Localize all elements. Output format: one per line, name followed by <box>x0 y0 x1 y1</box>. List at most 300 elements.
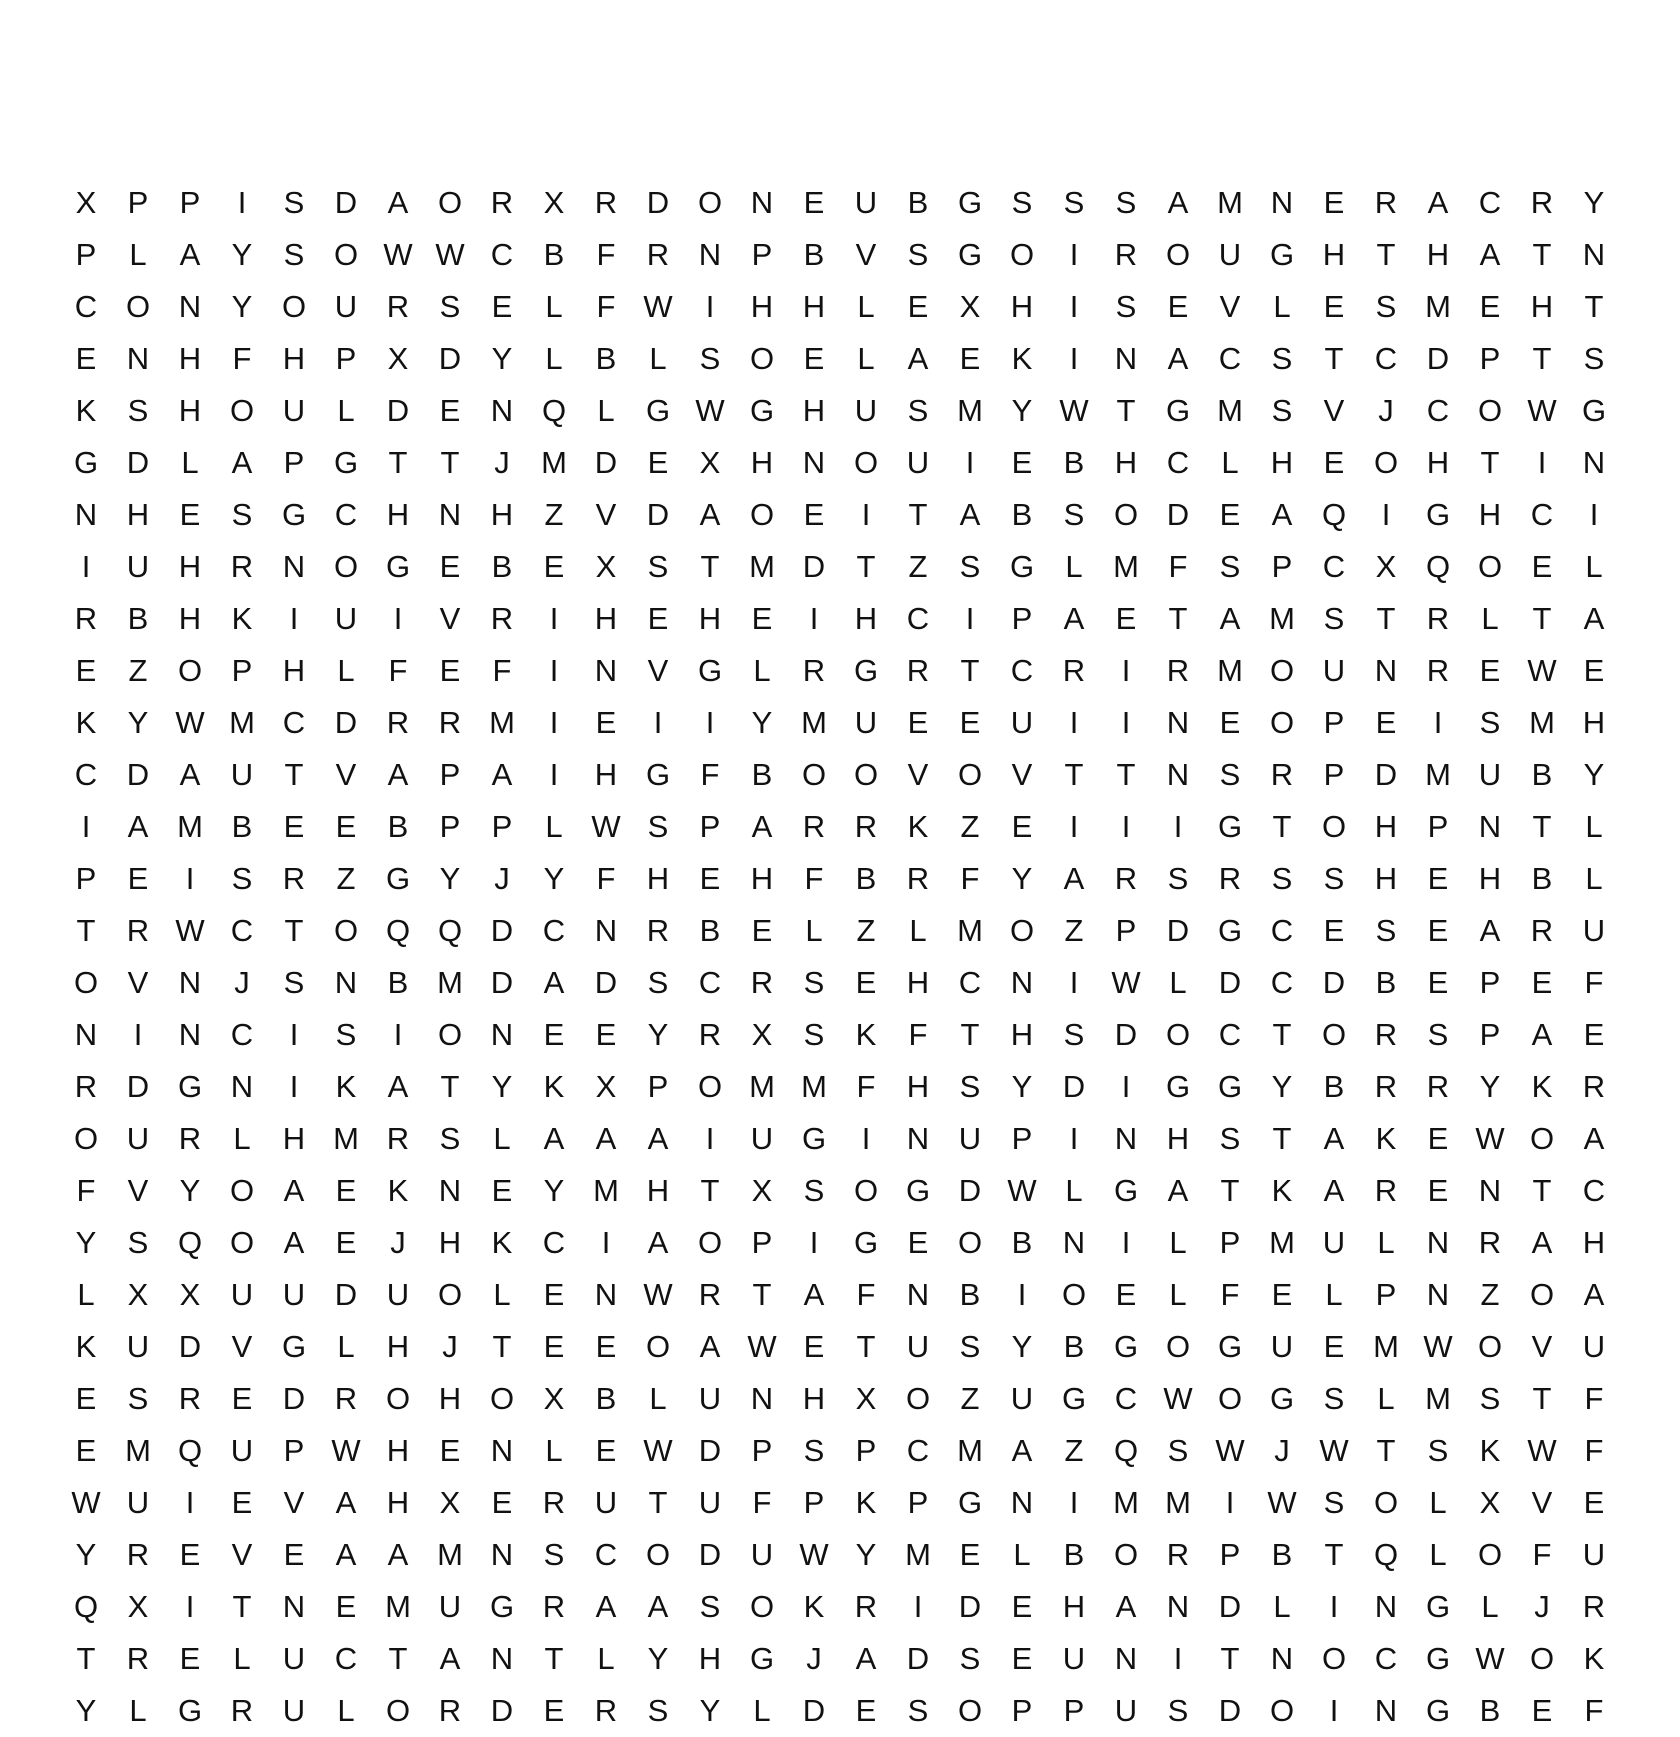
grid-letter: T <box>1480 445 1500 480</box>
grid-letter: I <box>1433 705 1443 740</box>
grid-letter: V <box>1531 1329 1553 1364</box>
grid-letter: S <box>1323 601 1345 636</box>
grid-letter: N <box>1426 1277 1450 1312</box>
grid-letter: O <box>1321 809 1347 844</box>
grid-letter: O <box>749 497 775 532</box>
grid-letter: K <box>75 705 97 740</box>
grid-row <box>60 593 1620 645</box>
grid-letter: A <box>1271 497 1293 532</box>
grid-letter: I <box>393 601 403 636</box>
grid-letter: V <box>231 1329 253 1364</box>
grid-letter: P <box>75 861 97 896</box>
grid-letter: B <box>127 601 149 636</box>
grid-letter: R <box>1530 185 1554 220</box>
grid-letter: I <box>1589 497 1599 532</box>
grid-letter: I <box>705 289 715 324</box>
grid-letter: O <box>437 1277 463 1312</box>
grid-row <box>60 1269 1620 1321</box>
grid-letter: K <box>387 1173 409 1208</box>
grid-letter: E <box>179 1641 201 1676</box>
grid-letter: S <box>959 1329 981 1364</box>
grid-letter: N <box>802 445 826 480</box>
grid-letter: R <box>698 1277 722 1312</box>
grid-letter: D <box>646 497 670 532</box>
grid-letter: B <box>387 965 409 1000</box>
grid-letter: U <box>1114 1693 1138 1728</box>
grid-letter: H <box>1322 237 1346 272</box>
grid-letter: O <box>1165 237 1191 272</box>
grid-letter: C <box>698 965 722 1000</box>
grid-letter: H <box>490 497 514 532</box>
grid-row <box>60 1321 1620 1373</box>
grid-letter: I <box>1329 1693 1339 1728</box>
grid-letter: P <box>907 1485 929 1520</box>
grid-letter: I <box>237 185 247 220</box>
grid-letter: W <box>643 289 673 324</box>
grid-letter: G <box>1581 393 1607 428</box>
grid-letter: E <box>1323 913 1345 948</box>
grid-letter: O <box>437 185 463 220</box>
grid-letter: W <box>591 809 621 844</box>
grid-letter: D <box>698 1433 722 1468</box>
grid-letter: Y <box>179 1173 201 1208</box>
grid-letter: L <box>1169 965 1187 1000</box>
grid-letter: O <box>177 653 203 688</box>
grid-letter: E <box>959 341 981 376</box>
grid-letter: E <box>75 341 97 376</box>
grid-letter: U <box>1218 237 1242 272</box>
grid-letter: P <box>1011 1121 1033 1156</box>
grid-letter: E <box>543 1329 565 1364</box>
grid-letter: A <box>595 1589 617 1624</box>
grid-letter: G <box>645 757 671 792</box>
grid-row <box>60 281 1620 333</box>
grid-letter: U <box>1582 1329 1606 1364</box>
grid-letter: C <box>1530 497 1554 532</box>
grid-letter: R <box>542 1589 566 1624</box>
grid-letter: S <box>699 341 721 376</box>
grid-letter: D <box>334 705 358 740</box>
grid-letter: E <box>1323 445 1345 480</box>
grid-letter: G <box>489 1589 515 1624</box>
grid-letter: H <box>178 393 202 428</box>
grid-letter: D <box>1218 965 1242 1000</box>
grid-letter: X <box>595 549 617 584</box>
grid-letter: M <box>801 705 827 740</box>
grid-letter: C <box>1426 393 1450 428</box>
grid-letter: T <box>1532 1381 1552 1416</box>
grid-letter: V <box>1531 1485 1553 1520</box>
grid-letter: H <box>386 1485 410 1520</box>
grid-row <box>60 801 1620 853</box>
grid-letter: E <box>543 1277 565 1312</box>
grid-letter: M <box>437 1537 463 1572</box>
grid-letter: E <box>647 601 669 636</box>
grid-letter: T <box>1376 237 1396 272</box>
grid-letter: C <box>74 757 98 792</box>
grid-letter: P <box>855 1433 877 1468</box>
grid-letter: L <box>1585 549 1603 584</box>
grid-letter: N <box>906 1277 930 1312</box>
grid-letter: S <box>1323 1485 1345 1520</box>
grid-row <box>60 1425 1620 1477</box>
grid-letter: L <box>233 1121 251 1156</box>
grid-letter: L <box>1377 1381 1395 1416</box>
grid-letter: L <box>1065 1173 1083 1208</box>
grid-letter: A <box>647 1589 669 1624</box>
grid-letter: G <box>1217 913 1243 948</box>
grid-letter: G <box>801 1121 827 1156</box>
grid-letter: B <box>231 809 253 844</box>
grid-letter: N <box>1114 1121 1138 1156</box>
grid-letter: H <box>1530 289 1554 324</box>
grid-row <box>60 489 1620 541</box>
grid-letter: H <box>178 549 202 584</box>
grid-letter: S <box>1115 289 1137 324</box>
grid-letter: R <box>802 653 826 688</box>
grid-letter: I <box>1173 1641 1183 1676</box>
grid-letter: S <box>127 1381 149 1416</box>
grid-letter: S <box>231 497 253 532</box>
grid-letter: I <box>185 1589 195 1624</box>
grid-letter: D <box>1426 341 1450 376</box>
grid-letter: O <box>437 1017 463 1052</box>
grid-letter: S <box>803 1173 825 1208</box>
grid-letter: A <box>1427 185 1449 220</box>
grid-letter: O <box>853 757 879 792</box>
grid-letter: I <box>549 653 559 688</box>
grid-letter: K <box>907 809 929 844</box>
grid-letter: M <box>957 393 983 428</box>
grid-letter: A <box>1063 861 1085 896</box>
grid-letter: R <box>74 601 98 636</box>
grid-letter: F <box>1532 1537 1552 1572</box>
grid-letter: I <box>1069 965 1079 1000</box>
grid-letter: M <box>1217 185 1243 220</box>
grid-letter: E <box>491 289 513 324</box>
grid-letter: O <box>125 289 151 324</box>
grid-letter: K <box>1479 1433 1501 1468</box>
grid-letter: Y <box>1583 757 1605 792</box>
grid-letter: R <box>126 1537 150 1572</box>
grid-letter: D <box>126 757 150 792</box>
grid-letter: C <box>1010 653 1034 688</box>
grid-letter: F <box>76 1173 96 1208</box>
grid-letter: F <box>492 653 512 688</box>
grid-letter: X <box>699 445 721 480</box>
grid-letter: U <box>282 1277 306 1312</box>
grid-letter: L <box>493 1121 511 1156</box>
grid-letter: L <box>753 653 771 688</box>
grid-letter: N <box>750 1381 774 1416</box>
grid-letter: R <box>1478 1225 1502 1260</box>
grid-letter: X <box>179 1277 201 1312</box>
grid-letter: H <box>1010 1017 1034 1052</box>
grid-letter: T <box>1116 393 1136 428</box>
grid-letter: S <box>1167 861 1189 896</box>
grid-letter: A <box>1583 1277 1605 1312</box>
grid-letter: H <box>282 341 306 376</box>
grid-letter: D <box>802 549 826 584</box>
grid-letter: B <box>1479 1693 1501 1728</box>
grid-letter: Y <box>75 1693 97 1728</box>
grid-letter: H <box>1062 1589 1086 1624</box>
grid-row <box>60 1529 1620 1581</box>
grid-letter: O <box>1529 1277 1555 1312</box>
grid-letter: F <box>700 757 720 792</box>
grid-letter: J <box>494 861 510 896</box>
grid-letter: A <box>1583 1121 1605 1156</box>
grid-letter: L <box>909 913 927 948</box>
grid-letter: S <box>1271 861 1293 896</box>
grid-letter: H <box>1426 237 1450 272</box>
grid-letter: M <box>1529 705 1555 740</box>
grid-letter: M <box>385 1589 411 1624</box>
grid-letter: U <box>854 705 878 740</box>
grid-letter: F <box>1584 1433 1604 1468</box>
grid-letter: T <box>544 1641 564 1676</box>
grid-letter: Q <box>1373 1537 1399 1572</box>
grid-letter: M <box>489 705 515 740</box>
grid-letter: Y <box>75 1537 97 1572</box>
grid-letter: O <box>1529 1121 1555 1156</box>
grid-letter: M <box>1217 653 1243 688</box>
grid-letter: H <box>906 1069 930 1104</box>
grid-letter: M <box>1373 1329 1399 1364</box>
grid-letter: I <box>809 1225 819 1260</box>
grid-letter: S <box>335 1017 357 1052</box>
grid-letter: G <box>1009 549 1035 584</box>
grid-letter: N <box>178 289 202 324</box>
grid-letter: S <box>699 1589 721 1624</box>
grid-letter: D <box>958 1589 982 1624</box>
grid-letter: S <box>439 289 461 324</box>
grid-letter: Y <box>1011 861 1033 896</box>
grid-letter: G <box>1269 237 1295 272</box>
grid-letter: W <box>71 1485 101 1520</box>
grid-letter: S <box>439 1121 461 1156</box>
grid-letter: O <box>749 1589 775 1624</box>
grid-letter: P <box>283 445 305 480</box>
grid-letter: I <box>1069 705 1079 740</box>
grid-letter: G <box>1269 1381 1295 1416</box>
grid-letter: R <box>698 1017 722 1052</box>
grid-letter: E <box>1427 1173 1449 1208</box>
grid-letter: B <box>595 1381 617 1416</box>
grid-letter: K <box>75 1329 97 1364</box>
grid-letter: P <box>283 1433 305 1468</box>
grid-letter: R <box>1270 757 1294 792</box>
grid-letter: A <box>855 1641 877 1676</box>
grid-letter: I <box>549 601 559 636</box>
grid-letter: F <box>856 1069 876 1104</box>
grid-letter: E <box>1323 1329 1345 1364</box>
grid-letter: W <box>1475 1121 1505 1156</box>
grid-letter: E <box>1323 289 1345 324</box>
grid-letter: C <box>490 237 514 272</box>
grid-letter: C <box>1374 341 1398 376</box>
grid-letter: R <box>1374 1017 1398 1052</box>
grid-letter: C <box>1322 549 1346 584</box>
grid-letter: I <box>1069 289 1079 324</box>
grid-letter: S <box>1323 1381 1345 1416</box>
grid-letter: D <box>438 341 462 376</box>
grid-letter: E <box>439 653 461 688</box>
grid-letter: R <box>1530 913 1554 948</box>
grid-letter: U <box>282 1641 306 1676</box>
grid-letter: L <box>1377 1225 1395 1260</box>
grid-letter: R <box>178 1121 202 1156</box>
grid-letter: D <box>334 185 358 220</box>
grid-letter: B <box>491 549 513 584</box>
grid-letter: C <box>282 705 306 740</box>
grid-letter: C <box>594 1537 618 1572</box>
grid-letter: Q <box>541 393 567 428</box>
grid-letter: I <box>1225 1485 1235 1520</box>
grid-letter: C <box>230 913 254 948</box>
grid-letter: H <box>1426 445 1450 480</box>
grid-letter: I <box>393 1017 403 1052</box>
grid-letter: E <box>959 705 981 740</box>
grid-letter: N <box>74 497 98 532</box>
grid-letter: E <box>855 1693 877 1728</box>
grid-letter: D <box>1218 1589 1242 1624</box>
grid-letter: N <box>1374 1589 1398 1624</box>
grid-letter: T <box>1376 601 1396 636</box>
grid-letter: D <box>178 1329 202 1364</box>
grid-row <box>60 229 1620 281</box>
grid-letter: G <box>281 497 307 532</box>
grid-letter: R <box>282 861 306 896</box>
grid-letter: S <box>1271 341 1293 376</box>
grid-letter: T <box>856 1329 876 1364</box>
grid-letter: S <box>907 393 929 428</box>
grid-letter: B <box>699 913 721 948</box>
grid-letter: X <box>127 1589 149 1624</box>
grid-letter: E <box>439 393 461 428</box>
grid-letter: T <box>1272 1017 1292 1052</box>
grid-letter: O <box>73 965 99 1000</box>
grid-letter: V <box>231 1537 253 1572</box>
grid-letter: K <box>543 1069 565 1104</box>
grid-letter: C <box>958 965 982 1000</box>
grid-letter: E <box>543 549 565 584</box>
grid-letter: I <box>601 1225 611 1260</box>
grid-letter: T <box>752 1277 772 1312</box>
grid-letter: A <box>1531 1017 1553 1052</box>
grid-letter: P <box>1427 809 1449 844</box>
grid-letter: T <box>1272 809 1292 844</box>
grid-letter: O <box>1061 1277 1087 1312</box>
grid-letter: M <box>541 445 567 480</box>
grid-letter: L <box>233 1641 251 1676</box>
grid-letter: E <box>751 601 773 636</box>
grid-row <box>60 905 1620 957</box>
grid-letter: B <box>959 1277 981 1312</box>
grid-letter: R <box>230 1693 254 1728</box>
grid-letter: E <box>595 1017 617 1052</box>
grid-letter: H <box>750 289 774 324</box>
grid-letter: U <box>1582 913 1606 948</box>
grid-row <box>60 1165 1620 1217</box>
grid-letter: M <box>957 1433 983 1468</box>
grid-letter: D <box>1166 913 1190 948</box>
grid-letter: H <box>386 497 410 532</box>
grid-letter: K <box>803 1589 825 1624</box>
grid-letter: A <box>1323 1173 1345 1208</box>
grid-letter: M <box>905 1537 931 1572</box>
grid-letter: A <box>439 1641 461 1676</box>
grid-letter: Y <box>1479 1069 1501 1104</box>
grid-letter: N <box>282 1589 306 1624</box>
grid-letter: E <box>439 549 461 584</box>
grid-letter: E <box>1011 1589 1033 1624</box>
grid-letter: K <box>335 1069 357 1104</box>
grid-letter: X <box>1479 1485 1501 1520</box>
grid-letter: D <box>282 1381 306 1416</box>
grid-letter: D <box>490 965 514 1000</box>
grid-letter: A <box>335 1537 357 1572</box>
grid-letter: I <box>809 601 819 636</box>
grid-letter: U <box>334 601 358 636</box>
grid-letter: H <box>1478 861 1502 896</box>
grid-letter: N <box>1270 185 1294 220</box>
grid-letter: H <box>438 1225 462 1260</box>
grid-letter: N <box>1374 1693 1398 1728</box>
grid-letter: X <box>127 1277 149 1312</box>
grid-letter: K <box>1375 1121 1397 1156</box>
grid-letter: G <box>905 1173 931 1208</box>
grid-letter: E <box>1583 1485 1605 1520</box>
grid-letter: I <box>1537 445 1547 480</box>
grid-letter: E <box>1479 289 1501 324</box>
grid-letter: U <box>698 1485 722 1520</box>
grid-letter: I <box>1069 341 1079 376</box>
grid-letter: P <box>1011 1693 1033 1728</box>
grid-letter: R <box>1426 653 1450 688</box>
grid-letter: J <box>806 1641 822 1676</box>
grid-letter: G <box>177 1693 203 1728</box>
grid-letter: R <box>1426 601 1450 636</box>
grid-letter: L <box>337 1693 355 1728</box>
grid-letter: S <box>1427 1433 1449 1468</box>
grid-letter: O <box>957 1693 983 1728</box>
grid-letter: U <box>438 1589 462 1624</box>
grid-letter: E <box>231 1381 253 1416</box>
grid-letter: R <box>594 1693 618 1728</box>
grid-letter: Q <box>437 913 463 948</box>
grid-letter: S <box>907 237 929 272</box>
grid-letter: H <box>906 965 930 1000</box>
grid-letter: H <box>1374 861 1398 896</box>
grid-letter: V <box>1011 757 1033 792</box>
grid-letter: Z <box>336 861 356 896</box>
grid-letter: L <box>1325 1277 1343 1312</box>
grid-letter: O <box>489 1381 515 1416</box>
grid-letter: A <box>179 757 201 792</box>
grid-letter: R <box>802 809 826 844</box>
grid-letter: R <box>1374 1069 1398 1104</box>
grid-letter: N <box>126 341 150 376</box>
grid-letter: R <box>74 1069 98 1104</box>
grid-letter: N <box>750 185 774 220</box>
grid-letter: G <box>853 653 879 688</box>
grid-row <box>60 1009 1620 1061</box>
grid-letter: L <box>857 289 875 324</box>
grid-letter: A <box>179 237 201 272</box>
grid-letter: U <box>594 1485 618 1520</box>
grid-letter: S <box>283 965 305 1000</box>
